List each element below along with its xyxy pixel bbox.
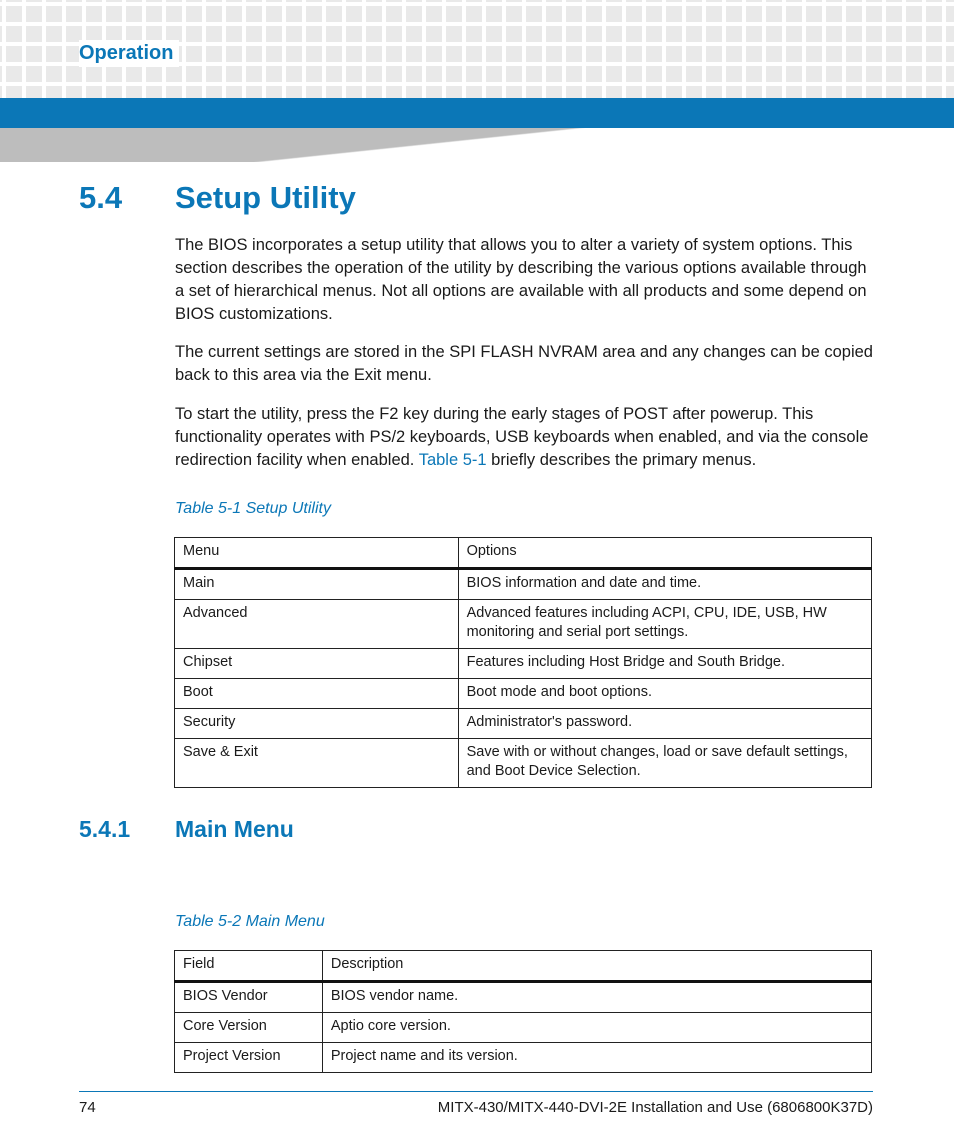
options-cell: Advanced features including ACPI, CPU, IDE, USB, HW monitoring and serial port settings. <box>458 600 871 649</box>
table-1-caption: Table 5-1 Setup Utility <box>175 500 331 517</box>
section-title: Setup Utility <box>175 180 356 215</box>
footer-rule <box>79 1091 873 1092</box>
column-header-field: Field <box>175 951 323 982</box>
paragraph-start-tail: briefly describes the primary menus. <box>486 451 757 469</box>
paragraph-nvram: The current settings are stored in the SPI FLASH NVRAM area and any changes can be copied back to this area via the Exit menu. <box>175 343 873 384</box>
page-number: 74 <box>79 1099 96 1116</box>
subsection-title: Main Menu <box>175 816 294 842</box>
options-cell: Save with or without changes, load or save default settings, and Boot Device Selection. <box>458 739 871 788</box>
subsection-heading <box>79 816 294 843</box>
document-title: MITX-430/MITX-440-DVI-2E Installation and Use (6806800K37D) <box>437 1099 873 1116</box>
column-header-menu: Menu <box>175 538 459 569</box>
options-cell: Administrator's password. <box>458 709 871 739</box>
menu-cell: Security <box>175 709 459 739</box>
table-row <box>175 600 872 649</box>
paragraph-start-text: To start the utility, press the F2 key during the early stages of POST after powerup. This functionality operates with PS/2 keyboards, USB keyboards when enabled, and via the console redirection facility when enabled. <box>175 405 869 469</box>
description-cell: Aptio core version. <box>322 1013 871 1043</box>
menu-cell: Chipset <box>175 649 459 679</box>
menu-cell: Save & Exit <box>175 739 459 788</box>
field-cell: BIOS Vendor <box>175 982 323 1013</box>
paragraph-start-utility <box>175 403 875 472</box>
header-grey-wedge <box>0 128 954 162</box>
section-number: 5.4 <box>79 180 123 215</box>
setup-utility-table <box>174 537 872 788</box>
options-cell: Boot mode and boot options. <box>458 679 871 709</box>
menu-cell: Boot <box>175 679 459 709</box>
menu-cell: Main <box>175 569 459 600</box>
table-2-caption: Table 5-2 Main Menu <box>175 913 325 930</box>
options-cell: Features including Host Bridge and South Bridge. <box>458 649 871 679</box>
description-cell: BIOS vendor name. <box>322 982 871 1013</box>
table-row <box>175 679 872 709</box>
field-cell: Project Version <box>175 1043 323 1073</box>
table-header-row <box>175 951 872 982</box>
header-section-title: Operation <box>79 40 179 67</box>
table-5-1-link[interactable]: Table 5-1 <box>418 451 487 469</box>
table-row <box>175 1013 872 1043</box>
table-row <box>175 739 872 788</box>
column-header-options: Options <box>458 538 871 569</box>
table-row <box>175 709 872 739</box>
table-header-row <box>175 538 872 569</box>
section-heading <box>79 180 356 216</box>
header-blue-band <box>0 98 954 128</box>
column-header-description: Description <box>322 951 871 982</box>
table-row <box>175 649 872 679</box>
description-cell: Project name and its version. <box>322 1043 871 1073</box>
options-cell: BIOS information and date and time. <box>458 569 871 600</box>
subsection-number: 5.4.1 <box>79 816 131 842</box>
main-menu-table <box>174 950 872 1073</box>
table-row <box>175 1043 872 1073</box>
field-cell: Core Version <box>175 1013 323 1043</box>
menu-cell: Advanced <box>175 600 459 649</box>
table-row <box>175 982 872 1013</box>
paragraph-intro: The BIOS incorporates a setup utility that allows you to alter a variety of system options. This section describes the operation of the utility by describing the various options available through a set of hierarchical menus. Not all options are available with all products and some depend on BIOS customizations. <box>175 236 867 323</box>
table-row <box>175 569 872 600</box>
